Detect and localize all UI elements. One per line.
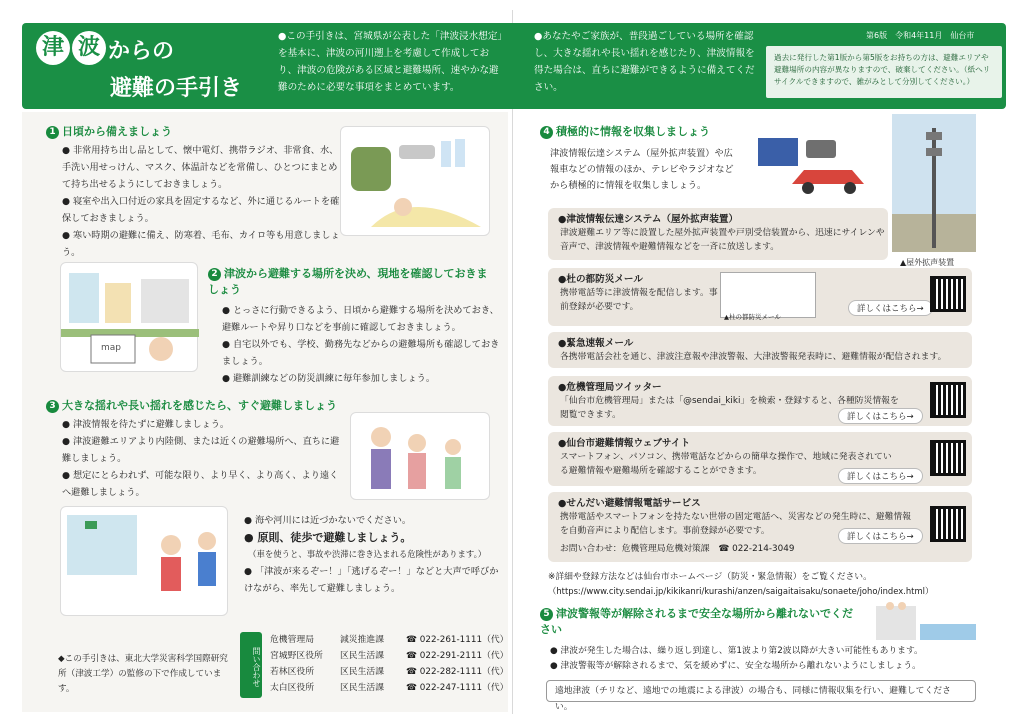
url-note: ※詳細や登録方法などは仙台市ホームページ（防災・緊急情報）をご覧ください。: [548, 572, 872, 582]
card-body: 携帯電話等に津波情報を配信します。事前登録が必要です。: [560, 288, 718, 312]
card-phone-service: [548, 492, 972, 562]
emergency-kit-illustration: [340, 126, 490, 236]
section-3-heading: 3 大きな揺れや長い揺れを感じたら、すぐ避難しましょう: [46, 398, 337, 414]
qr-code-phone[interactable]: [930, 506, 966, 542]
qr-code-mail[interactable]: [930, 276, 966, 312]
card-contact: お問い合わせ：危機管理局危機対策課 ☎ 022-214-3049: [560, 544, 795, 554]
card-title: ●津波情報伝達システム（屋外拡声装置）: [558, 214, 739, 225]
list-item: ● 寝室や出入口付近の家具を固定するなど、外に通じるルートを確保しておきましょう。: [62, 196, 340, 224]
qr-code-website[interactable]: [930, 440, 966, 476]
info-devices-illustration: [752, 132, 872, 198]
qr-code-twitter[interactable]: [930, 382, 966, 418]
section-1-list: [62, 142, 342, 261]
section-1-heading: 1 日頃から備えましょう: [46, 124, 172, 140]
more-link-mail[interactable]: 詳しくはこちら→: [848, 300, 933, 316]
more-link-phone[interactable]: 詳しくはこちら→: [838, 528, 923, 544]
backpack-icon: [341, 127, 491, 237]
evacuating-people-illustration: [350, 412, 490, 500]
town-icon: [61, 263, 199, 373]
list-item: ● 「津波が来るぞー！」「逃げるぞー！」などと大声で呼びかけながら、率先して避難しましょう。: [244, 566, 499, 594]
section-4-body: 津波情報伝達システム（屋外拡声装置）や広報車などの情報のほか、テレビやラジオなどから積極的に情報を収集しましょう。: [550, 148, 734, 191]
list-item: ● 避難訓練などの防災訓練に毎年参加しましょう。: [222, 373, 436, 384]
list-item: ● 津波避難エリアより内陸側、または近くの避難場所へ、直ちに避難しましょう。: [62, 436, 340, 464]
section-5-list: [550, 644, 990, 674]
intro-left: ●この手引きは、宮城県が公表した「津波浸水想定」を基本に、津波の河川遡上を考慮して作成しており、津波の危険がある区域と避難場所、速やかな避難のために必要な事項をまとめています。: [278, 31, 503, 93]
supervision-note: ◆この手引きは、東北大学災害科学国際研究所（津波工学）の監修の下で作成しています。: [58, 654, 228, 694]
more-link-website[interactable]: 詳しくはこちら→: [838, 468, 923, 484]
card-body: 携帯電話やスマートフォンを持たない世帯の固定電話へ、災害などの発生時に、避難情報を自動音声により配信します。事前登録が必要です。: [560, 512, 911, 536]
list-item: ● 津波警報等が解除されるまで、気を緩めずに、安全な場所から離れないようにしましょう。: [550, 661, 921, 671]
list-item: ● 自宅以外でも、学校、勤務先などからの避難場所も確認しておきましょう。: [222, 339, 500, 367]
section-4-heading: 4 積極的に情報を収集しましょう: [540, 124, 710, 140]
edition-label: 第6版 令和4年11月 仙台市: [866, 31, 975, 40]
list-item: （車を使うと、事故や渋滞に巻き込まれる危険性があります。）: [252, 549, 487, 559]
card-website: [548, 432, 972, 486]
loudspeaker-photo: [892, 114, 976, 252]
running-people-icon: [61, 507, 229, 617]
page-fold: [512, 10, 513, 714]
list-item: ● 津波情報を待たずに避難しましょう。: [62, 419, 230, 430]
section-5-heading: 5 津波警報等が解除されるまで安全な場所から離れないでください: [540, 607, 853, 636]
title-char-tsu: 津: [36, 31, 70, 65]
intro-right: ●あなたやご家族が、普段過ごしている場所を確認し、大きな揺れや長い揺れを感じたり、津波情報を得た場合は、直ちに避難ができるように備えてください。: [534, 31, 755, 93]
card-emergency-mail: [548, 332, 972, 368]
hp-url-link[interactable]: （https://www.city.sendai.jp/kikikanri/kurashi/anzen/saigaitaisaku/sonaete/joho/index.html）: [548, 586, 934, 596]
loudspeaker-tower-icon: [892, 114, 976, 252]
photo-caption: ▲屋外拡声装置: [900, 258, 955, 267]
list-item: ● 原則、徒歩で避難しましょう。: [244, 531, 412, 544]
list-item: ● 寒い時期の避難に備え、防寒着、毛布、カイロ等も用意しましょう。: [62, 230, 340, 258]
card-title: ●危機管理局ツイッター: [558, 382, 662, 393]
building-icon: [870, 600, 980, 642]
card-title: ●杜の都防災メール: [558, 274, 643, 285]
card-body: 各携帯電話会社を通じ、津波注意報や津波警報、大津波警報発表時に、避難情報が配信されます。: [560, 352, 947, 362]
list-item: ● とっさに行動できるよう、日頃から避難する場所を決めておき、避難ルートや昇り口などを事前に確認しておきましょう。: [222, 305, 499, 333]
card-bousai-mail: [548, 268, 972, 326]
guide-title: [32, 27, 264, 107]
section-3b-list: [244, 512, 502, 597]
tv-radio-car-icon: [752, 132, 872, 198]
section-2-list: [222, 302, 502, 387]
mail-caption: ▲杜の都防災メール: [724, 313, 781, 321]
section-3-list: [62, 416, 342, 501]
list-item: ● 津波が発生した場合は、繰り返し到達し、第1波より第2波以降が大きい可能性もあります。: [550, 646, 923, 656]
more-link-twitter[interactable]: 詳しくはこちら→: [838, 408, 923, 424]
contact-row: 宮城野区役所 区民生活課 ☎ 022-291-2111（代）: [270, 651, 509, 661]
card-body: 津波避難エリア等に設置した屋外拡声装置や戸別受信装置から、迅速にサイレンや音声で、津波情報や避難情報などを一斉に放送します。: [560, 228, 885, 252]
card-body: スマートフォン、パソコン、携帯電話などからの簡単な操作で、地域に発表されている避難情報や避難場所を確認することができます。: [560, 452, 892, 476]
list-item: ● 想定にとらわれず、可能な限り、より早く、より高く、より遠くへ避難しましょう。: [62, 470, 339, 498]
card-body: 「仙台市危機管理局」または「@sendai_kiki」を検索・登録すると、各種防災情報を閲覧できます。: [560, 396, 899, 420]
contact-row: 危機管理局 減災推進課 ☎ 022-261-1111（代）: [270, 635, 509, 645]
title-line2: 避難の手引き: [110, 76, 243, 101]
list-item: ● 非常用持ち出し品として、懐中電灯、携帯ラジオ、非常食、水、手洗い用せっけん、マスク、体温計などを常備し、ひとつにまとめて持ち出せるようにしておきましょう。: [62, 145, 339, 190]
town-map-illustration: [60, 262, 198, 372]
contact-row: 若林区役所 区民生活課 ☎ 022-282-1111（代）: [270, 667, 509, 677]
list-item: ● 海や河川には近づかないでください。: [244, 515, 412, 526]
contact-row: 太白区役所 区民生活課 ☎ 022-247-1111（代）: [270, 683, 509, 693]
map-label: map: [101, 343, 121, 353]
title-char-nami: 波: [72, 31, 106, 65]
contact-table: [270, 632, 520, 698]
safe-place-illustration: [870, 600, 980, 642]
title-line1-rest: からの: [108, 39, 175, 64]
section-2-heading: 2 津波から避難する場所を決め、現地を確認しておきましょう: [208, 267, 488, 296]
card-twitter: [548, 376, 972, 426]
notice-box: 過去に発行した第1版から第5版をお持ちの方は、避難エリアや避難場所の内容が異なりますので、破棄してください。（紙へリサイクルできますので、雑がみとして分別してください。）: [766, 46, 1002, 98]
card-title: ●仙台市避難情報ウェブサイト: [558, 438, 691, 449]
distant-tsunami-note: 遠地津波（チリなど、遠地での地震による津波）の場合も、同様に情報収集を行い、避難してください。: [546, 680, 976, 702]
card-title: ●せんだい避難情報電話サービス: [558, 498, 701, 509]
running-evacuation-illustration: [60, 506, 228, 616]
card-title: ●緊急速報メール: [558, 338, 634, 349]
card-alert-system: [548, 208, 888, 260]
contact-badge: 問い合わせ: [240, 632, 262, 698]
people-icon: [351, 413, 491, 501]
